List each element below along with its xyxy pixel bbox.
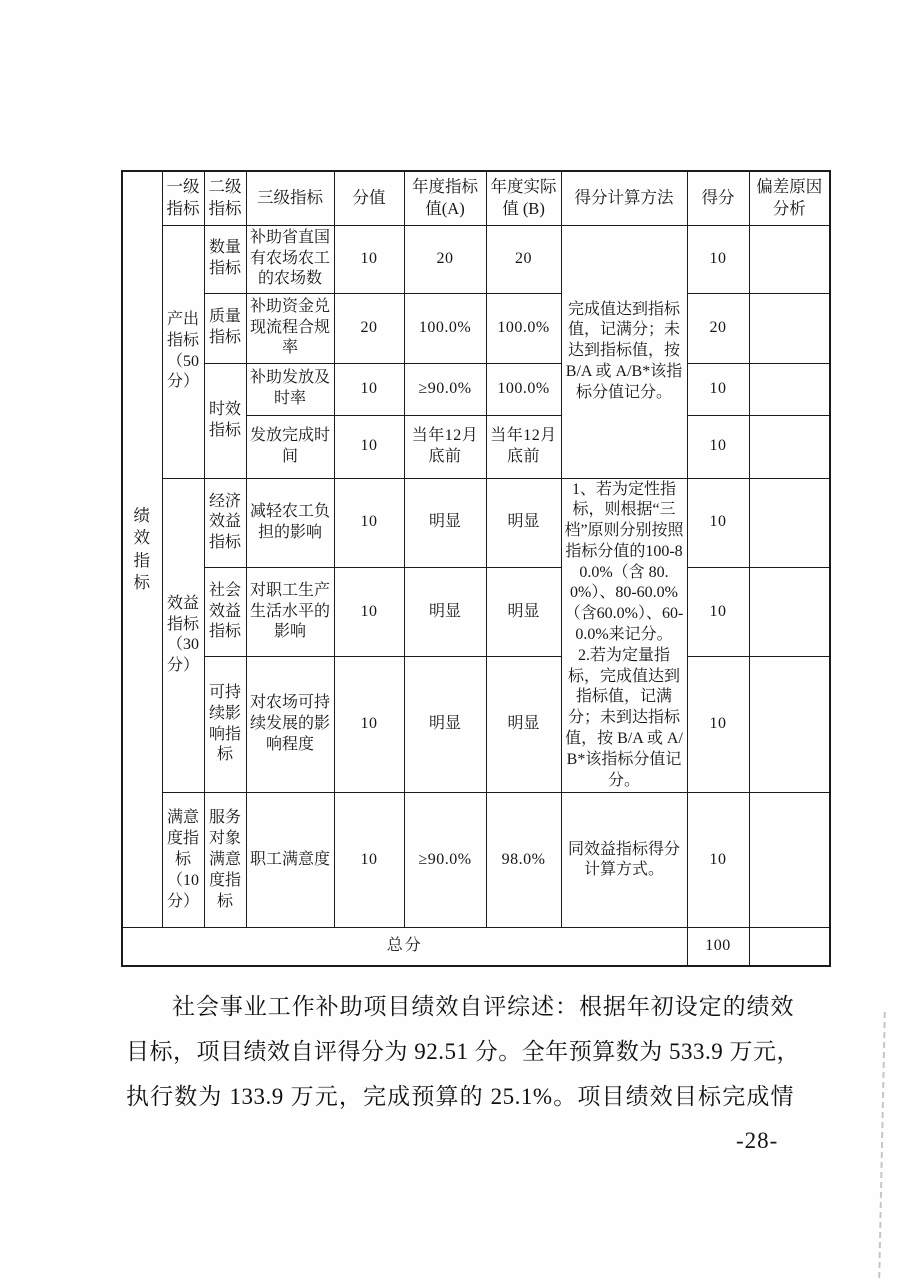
cell-actual: 100.0% <box>486 293 561 363</box>
cell-score: 10 <box>687 225 749 293</box>
total-score: 100 <box>687 928 749 966</box>
cell-target: 明显 <box>404 478 486 568</box>
cell-score-value: 20 <box>334 293 404 363</box>
cell-level3: 补助发放及时率 <box>246 363 334 415</box>
cell-actual: 明显 <box>486 478 561 568</box>
header-level2: 二级指标 <box>204 171 246 225</box>
cell-deviation <box>749 225 830 293</box>
cell-target: 100.0% <box>404 293 486 363</box>
cell-target: 明显 <box>404 568 486 657</box>
cell-score: 20 <box>687 293 749 363</box>
cell-score: 10 <box>687 568 749 657</box>
summary-line: 社会事业工作补助项目绩效自评综述：根据年初设定的绩效 <box>172 994 794 1019</box>
cell-score: 10 <box>687 415 749 478</box>
cell-actual: 明显 <box>486 568 561 657</box>
summary-line: 执行数为 133.9 万元，完成预算的 25.1%。项目绩效目标完成情 <box>126 1084 794 1109</box>
cell-deviation <box>749 363 830 415</box>
cell-level2-economic: 经济效益指标 <box>204 478 246 568</box>
table-row <box>122 363 830 415</box>
cell-level1-output: 产出指标（50分） <box>162 225 204 478</box>
cell-score: 10 <box>687 793 749 928</box>
cell-score-value: 10 <box>334 415 404 478</box>
cell-target: 20 <box>404 225 486 293</box>
cell-score-value: 10 <box>334 656 404 793</box>
cell-score: 10 <box>687 478 749 568</box>
performance-indicator-table <box>121 170 831 967</box>
header-method: 得分计算方法 <box>561 171 687 225</box>
cell-level3: 减轻农工负担的影响 <box>246 478 334 568</box>
cell-score-value: 10 <box>334 225 404 293</box>
cell-method-benefit-group <box>561 478 687 793</box>
page-number: -28- <box>736 1128 779 1153</box>
cell-level2-sustainability: 可持续影响指标 <box>204 656 246 793</box>
cell-level3: 对职工生产生活水平的影响 <box>246 568 334 657</box>
cell-actual: 98.0% <box>486 793 561 928</box>
cell-deviation <box>749 293 830 363</box>
cell-method-satisfaction: 同效益指标得分计算方式。 <box>561 793 687 928</box>
cell-actual: 20 <box>486 225 561 293</box>
cell-level3: 对农场可持续发展的影响程度 <box>246 656 334 793</box>
cell-score-value: 10 <box>334 568 404 657</box>
cell-deviation <box>749 793 830 928</box>
cell-level3: 发放完成时间 <box>246 415 334 478</box>
cell-deviation <box>749 656 830 793</box>
side-label-performance-indicators: 绩效指标 <box>122 171 162 928</box>
header-actual-value: 年度实际值 (B) <box>486 171 561 225</box>
header-deviation: 偏差原因分析 <box>749 171 830 225</box>
cell-actual: 100.0% <box>486 363 561 415</box>
table-row <box>122 656 830 793</box>
cell-level1-benefit: 效益指标（30分） <box>162 478 204 793</box>
header-level3: 三级指标 <box>246 171 334 225</box>
cell-level2-quality: 质量指标 <box>204 293 246 363</box>
cell-deviation <box>749 478 830 568</box>
cell-deviation <box>749 415 830 478</box>
method-item-quantitative: 2.若为定量指标，完成值达到指标值，记满分；未到达指标值，按 B/A 或 A/B*该指标分值记分。 <box>565 646 683 789</box>
table-row <box>122 478 830 568</box>
table-row <box>122 568 830 657</box>
cell-level1-satisfaction: 满意度指标（10分） <box>162 793 204 928</box>
total-label: 总分 <box>122 928 687 966</box>
cell-level3: 职工满意度 <box>246 793 334 928</box>
total-deviation <box>749 928 830 966</box>
table-row <box>122 225 830 293</box>
cell-target: ≥90.0% <box>404 793 486 928</box>
header-target-value: 年度指标值(A) <box>404 171 486 225</box>
cell-target: 明显 <box>404 656 486 793</box>
cell-level2-quantity: 数量指标 <box>204 225 246 293</box>
cell-score-value: 10 <box>334 363 404 415</box>
cell-deviation <box>749 568 830 657</box>
header-score-value: 分值 <box>334 171 404 225</box>
scan-fold-dashed-line <box>878 1012 886 1278</box>
summary-line: 目标，项目绩效自评得分为 92.51 分。全年预算数为 533.9 万元， <box>126 1039 800 1064</box>
cell-method-output-group: 完成值达到指标值，记满分；未达到指标值，按 B/A 或 A/B*该指标分值记分。 <box>561 225 687 478</box>
cell-level2-service-object: 服务对象满意度指标 <box>204 793 246 928</box>
cell-actual: 当年12月底前 <box>486 415 561 478</box>
cell-level2-timeliness: 时效指标 <box>204 363 246 478</box>
self-evaluation-summary <box>126 984 800 1119</box>
method-item-qualitative: 1、若为定性指标，则根据“三档”原则分别按照指标分值的100-80.0%（含 80.0%）、80-60.0%（含60.0%）、60-0.0%来记分。 <box>564 480 684 644</box>
cell-target: ≥90.0% <box>404 363 486 415</box>
header-score: 得分 <box>687 171 749 225</box>
table-row <box>122 793 830 928</box>
table-row <box>122 293 830 363</box>
cell-score: 10 <box>687 363 749 415</box>
cell-score-value: 10 <box>334 478 404 568</box>
cell-level3: 补助省直国有农场农工的农场数 <box>246 225 334 293</box>
total-row <box>122 928 830 966</box>
cell-target: 当年12月底前 <box>404 415 486 478</box>
header-level1: 一级指标 <box>162 171 204 225</box>
cell-level3: 补助资金兑现流程合规率 <box>246 293 334 363</box>
cell-score: 10 <box>687 656 749 793</box>
table-header-row <box>122 171 830 225</box>
cell-score-value: 10 <box>334 793 404 928</box>
cell-level2-social: 社会效益指标 <box>204 568 246 657</box>
cell-actual: 明显 <box>486 656 561 793</box>
